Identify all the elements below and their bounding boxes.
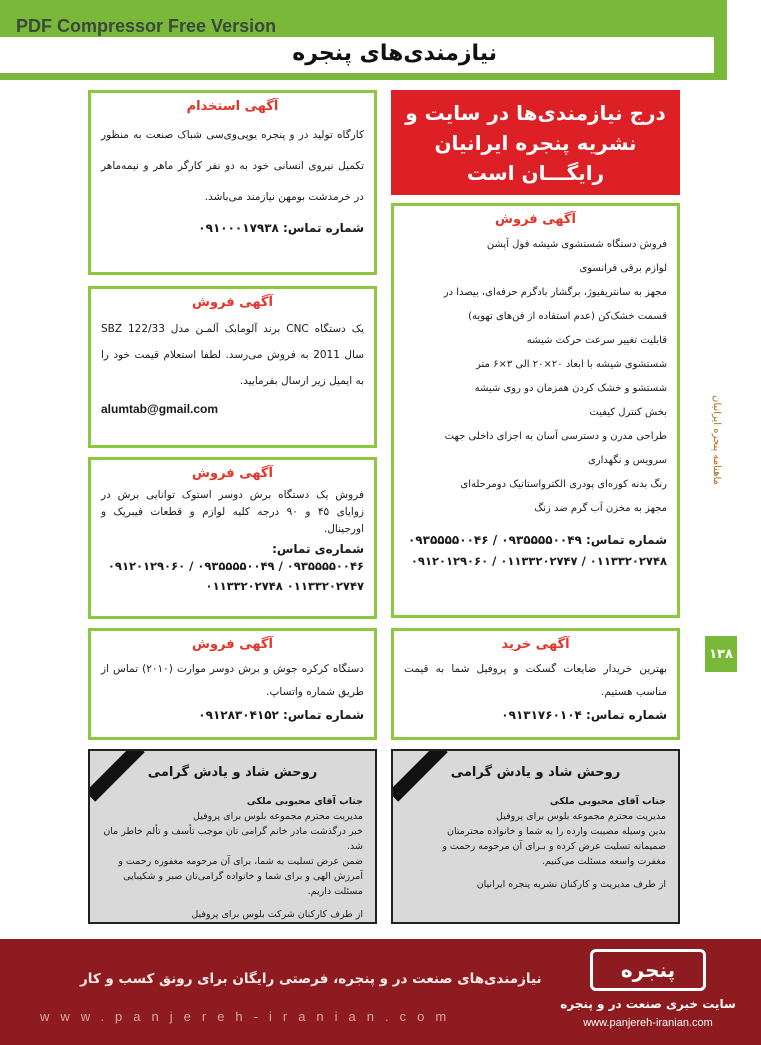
brand-logo: پنجره [590,949,706,991]
ad-line: شستشو و خشک کردن همزمان دو روی شیشه [474,383,667,394]
ad-sale-cnc [88,286,377,448]
ad-line: سرویس و نگهداری [587,455,667,466]
ad-body: یک دستگاه CNC برند آلومابک آلمـن مدل SBZ 122/33 سال 2011 به فروش می‌رسد. لطفا استعلام قیمت خود را به ایمیل زیر ارسال بفرمایید. [101,323,365,387]
brand-logo-block [560,945,736,1039]
ad-email-link[interactable]: alumtab@gmail.com [101,402,219,416]
ad-line: شستشوی شیشه با ابعاد ۲۰×۲۰ الی ۳×۶ متر [476,359,667,370]
ad-line: قابلیت تغییر سرعت حرکت شیشه [526,335,667,346]
condolence-line: ضمن عرض تسلیت به شما، برای آن مرحومه مغفوره رحمت و [118,856,363,867]
footer-slogan: نیازمندی‌های صنعت در و پنجره، فرصتی رایگان برای رونق کسب و کار [80,971,542,987]
watermark-text: PDF Compressor Free Version [16,16,277,36]
condolence-line: جناب آقای محبوبی ملکی [549,796,666,807]
condolence-body [90,780,375,899]
ad-line: بخش کنترل کیفیت [589,407,667,418]
ad-title: آگهی فروش [192,637,273,652]
ad-line: لوازم برقی فرانسوی [579,263,667,274]
ad-contact-label: شماره‌ی تماس: [272,542,364,556]
promo-banner: درج نیازمندی‌ها در سایت و نشریه پنجره ایرانیان رایگـــان است [391,90,680,195]
ad-title: آگهی فروش [495,212,576,227]
condolence-body [393,780,678,869]
footer-banner [0,939,761,1045]
ad-sale-glass-washer [391,203,680,618]
condolence-line: خبر درگذشت مادر خانم گرامی تان موجب تأسف و تألم خاطر مان شد. [103,826,363,852]
condolence-line: مدیریت محترم مجموعه بلوس برای پروفیل [193,811,363,822]
ad-sale-cutting-machine [88,457,377,619]
condolence-line: صمیمانه تسلیت عرض کرده و بـرای آن مرحومه رحمت و [442,841,666,852]
ad-title: آگهی استخدام [186,99,279,114]
ad-title: آگهی فروش [192,466,273,481]
ad-line: مجهز به مخزن آب گرم ضد زنگ [534,503,667,514]
page-title: نیازمندی‌های پنجره [292,41,497,66]
ad-sale-welding [88,628,377,740]
ad-contact: شماره تماس: ۰۹۱۲۸۳۰۴۱۵۲ [198,708,364,722]
condolence-title: روحش شاد و یادش گرامی [450,765,621,780]
ad-line: قسمت خشک‌کن (عدم استفاده از فن‌های تهویه) [468,311,667,322]
condolence-signature: از طرف کارکنان شرکت بلوس برای پروفیل [191,909,363,920]
condolence-box-left [88,749,377,924]
ad-numbers: ۰۹۳۵۵۵۵۰۰۴۶ / ۰۹۳۵۵۵۵۰۰۴۹ / ۰۹۱۲۰۱۲۹۰۶۰ [107,559,364,573]
ad-title: آگهی خرید [501,637,570,652]
brand-tagline: سایت خبری صنعت در و پنجره [560,997,736,1011]
condolence-box-right [391,749,680,924]
ad-line: رنگ بدنه کوره‌ای پودری الکترواستاتیک دومرحله‌ای [460,479,667,490]
page-number: ۱۳۸ [705,636,737,672]
ad-numbers: ۰۱۱۳۳۲۰۲۷۴۷ ۰۱۱۳۳۲۰۲۷۴۸ [205,579,364,593]
condolence-line: مسئلت داریم. [307,886,363,897]
condolence-signature: از طرف مدیریت و کارکنان نشریه پنجره ایرانیان [476,879,666,890]
brand-url-link[interactable]: www.panjereh-iranian.com [583,1017,713,1029]
header-bar [0,0,727,80]
footer-website-link[interactable]: www.panjereh-iranian.com [40,1009,458,1024]
condolence-line: بدین وسیله مصیبت وارده را به شما و خانواده محترمتان [447,826,666,837]
ad-contact: شماره تماس: ۰۹۱۳۱۷۶۰۱۰۴ [501,708,667,722]
ad-line: طراحی مدرن و دسترسی آسان به اجزای داخلی جهت [444,431,667,442]
ad-contact: شماره تماس: ۰۹۳۵۵۵۵۰۰۴۹ / ۰۹۳۵۵۵۵۰۰۴۶ [407,533,667,547]
condolence-line: جناب آقای محبوبی ملکی [246,796,363,807]
ad-body [404,233,667,521]
ad-body: بهترین خریدار ضایعات گسکت و پروفیل شما به قیمت مناسب هستیم. [404,663,667,698]
side-strip [705,395,733,625]
ad-contact: شماره تماس: ۰۹۱۰۰۰۱۷۹۳۸ [198,221,364,235]
condolence-line: مدیریت محترم مجموعه بلوس برای پروفیل [496,811,666,822]
ad-body: کارگاه تولید در و پنجره یوپی‌وی‌سی شباک صنعت به منظور تکمیل نیروی انسانی خود به دو نفر کارگر ماهر و نیمه‌ماهر در خرمدشت بومهن نیازمند می‌باشد. [101,129,364,203]
ad-line: فروش دستگاه شستشوی شیشه فول آپشن [486,239,667,250]
ad-buy-scrap [391,628,680,740]
ad-numbers: ۰۱۱۳۳۲۰۲۷۴۸ / ۰۱۱۳۳۲۰۲۷۴۷ / ۰۹۱۲۰۱۲۹۰۶۰ [410,554,667,568]
condolence-line: آمرزش الهی و برای شما و خانواده گرامی‌تان صبر و شکیبایی [123,871,363,882]
ad-line: مجهز به سانتریفیوژ، برگشار بادگرم حرفه‌ای، بیصدا در [443,287,667,298]
condolence-title: روحش شاد و یادش گرامی [147,765,318,780]
ad-body: فروش یک دستگاه برش دوسر استوک توانایی برش در زوایای ۴۵ و ۹۰ درجه کلیه لوازم و قطعات فیبریک و اورجینال. [101,489,364,535]
ad-title: آگهی فروش [192,295,273,310]
condolence-line: مغفرت واسعه مسئلت می‌کنیم. [541,856,666,867]
ad-hiring [88,90,377,275]
side-strip-text: ماهنامه پنجره ایرانیان [711,395,722,485]
ad-body: دستگاه کرکره جوش و برش دوسر موارت (۲۰۱۰) تماس از طریق شماره واتساپ. [101,663,364,698]
